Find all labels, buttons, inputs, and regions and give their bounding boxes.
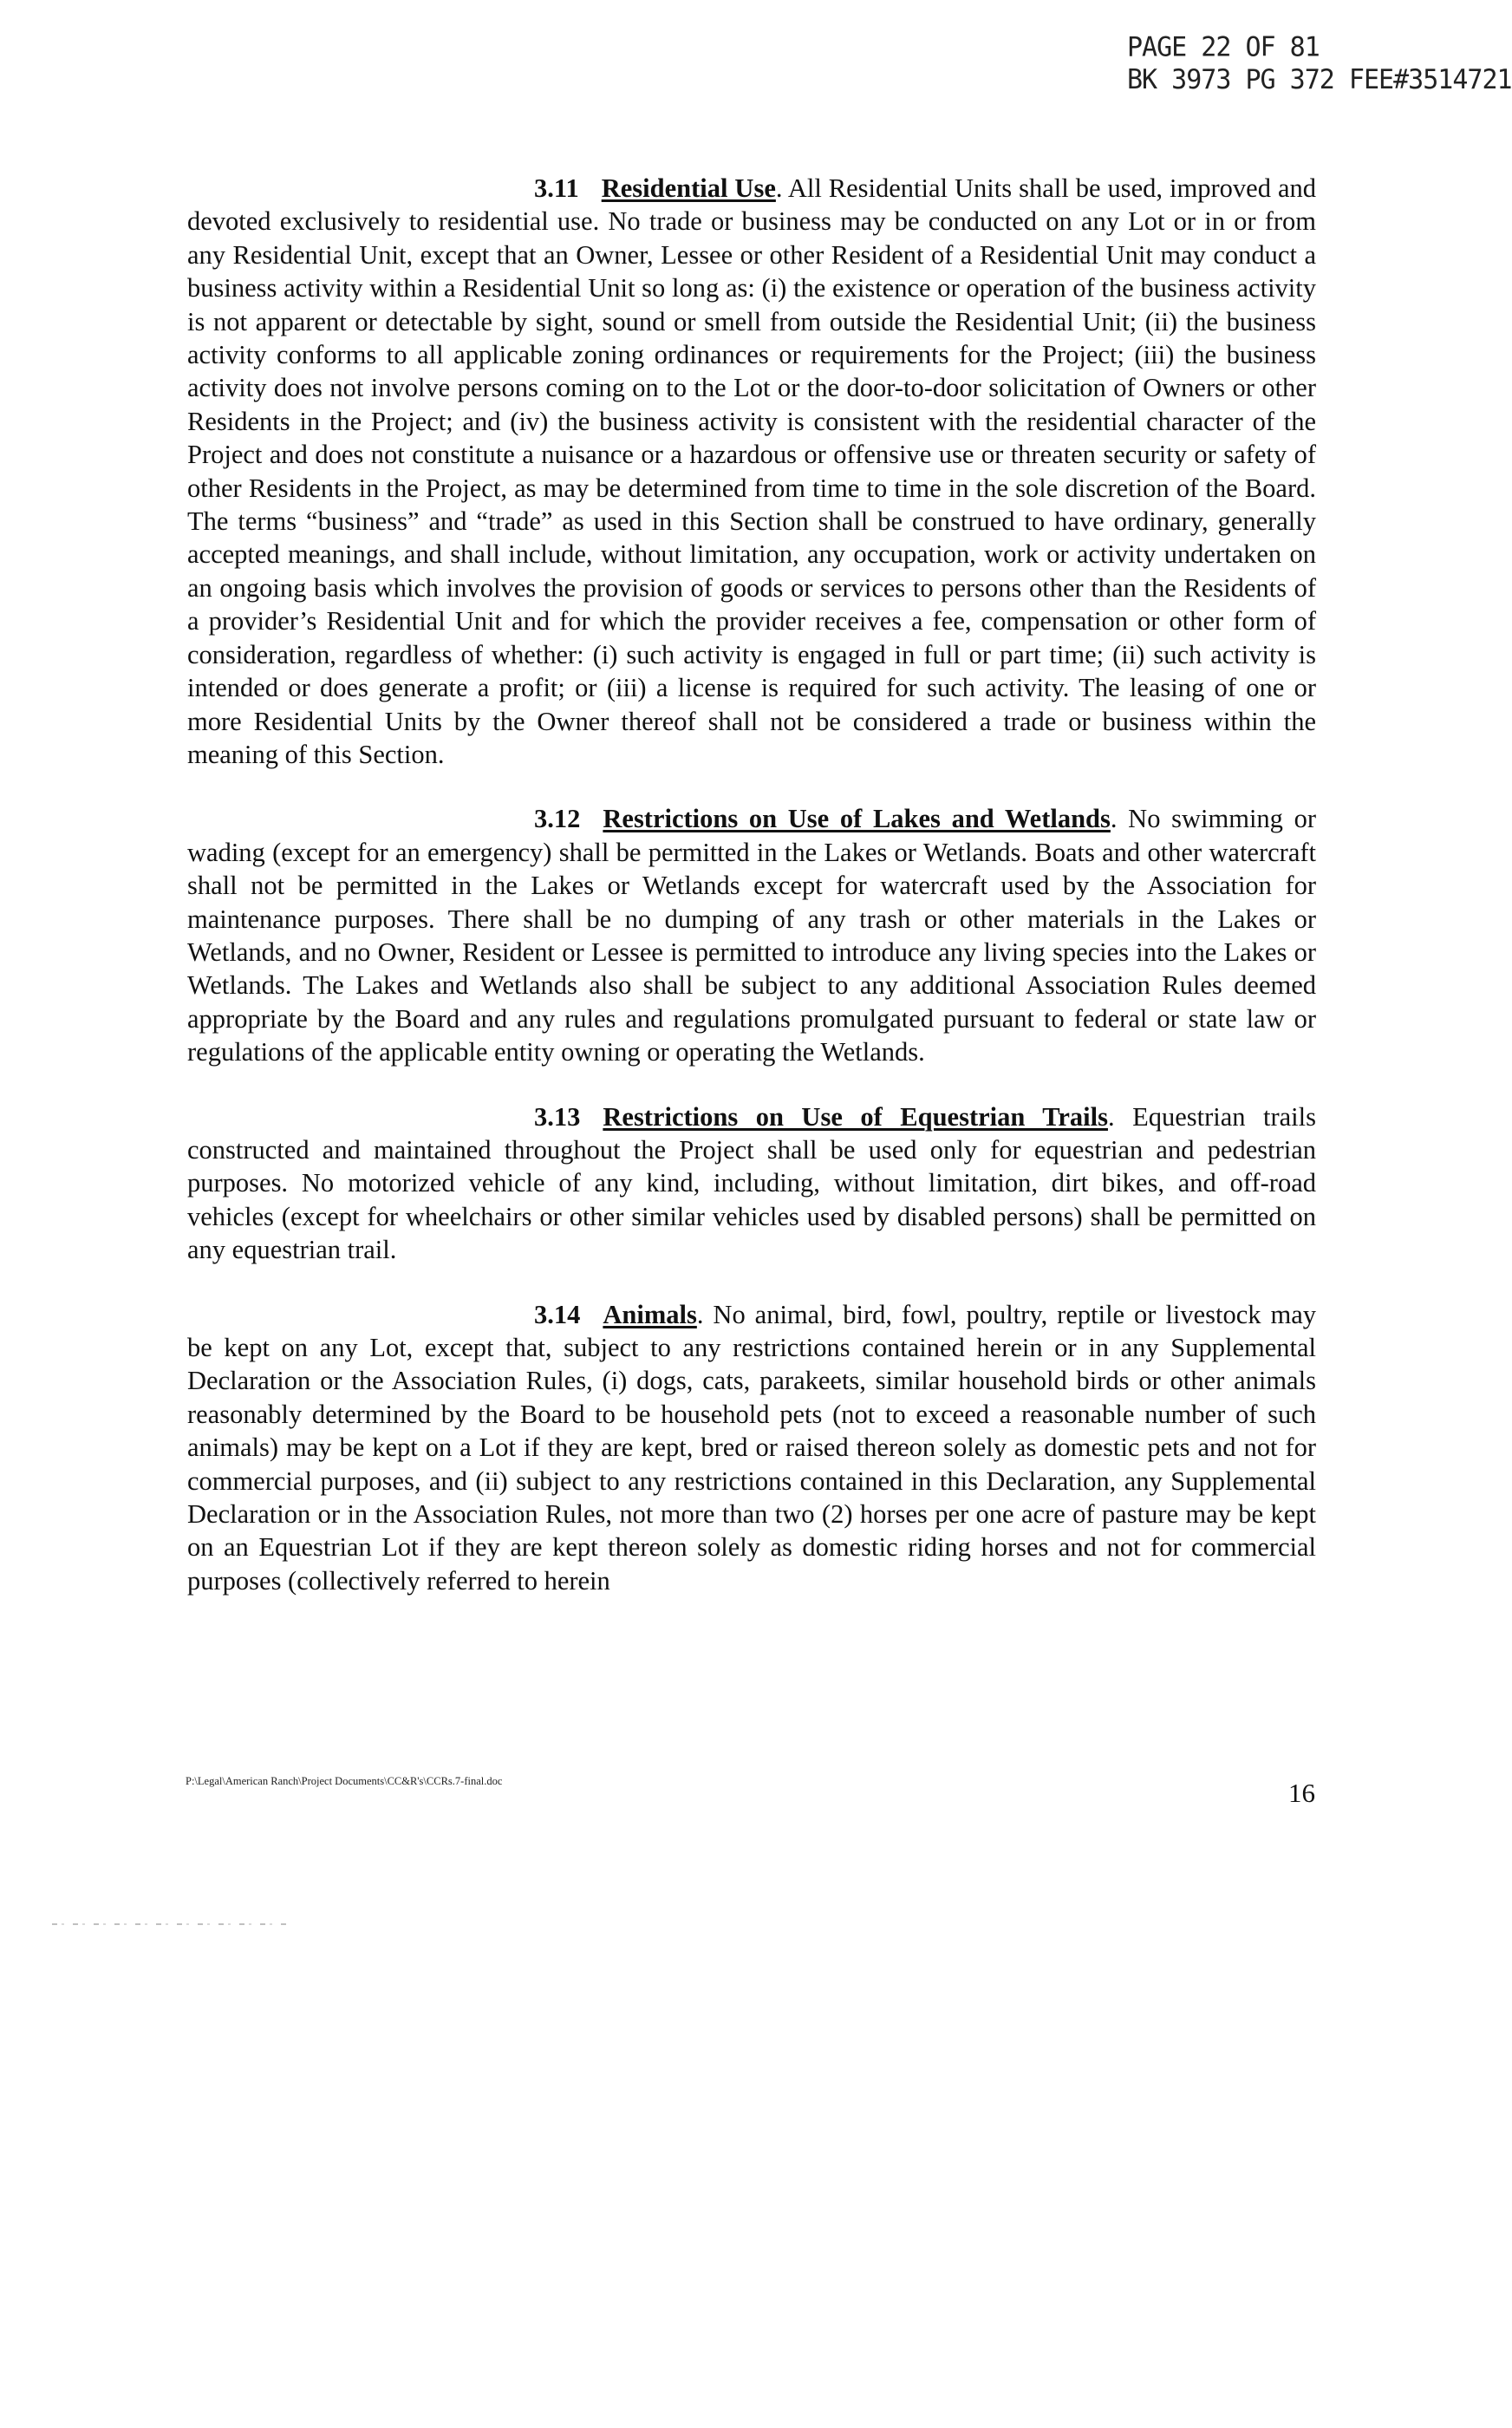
section-text: . Equestrian trails constructed and maintained throughout the Project shall be used only for equestrian and pedestrian purposes. No motorized vehicle of any kind, including, without limitation, dirt bikes, and off-road vehicles (except for wheelchairs or other similar vehicles used by disabled persons) shall be permitted on any equestrian trail. (187, 1101, 1317, 1265)
section-title: Residential Use (601, 173, 776, 203)
section-number: 3.12 (534, 804, 581, 834)
section-paragraph (187, 1100, 1316, 1267)
section-text: . No animal, bird, fowl, poultry, reptile or livestock may be kept on any Lot, except that, subject to any restrictions contained herein or in any Supplemental Declaration or the Association Rules, (i) dogs, cats, parakeets, similar household birds or other animals reasonably determined by the Board to be household pets (not to exceed a reasonable number of such animals) may be kept on a Lot if they are kept, bred or raised thereon solely as domestic pets and not for commercial purposes, and (ii) subject to any restrictions contained in this Declaration, any Supplemental Declaration or in the Association Rules, not more than two (2) horses per one acre of pasture may be kept on an Equestrian Lot if they are kept thereon solely as domestic riding horses and not for commercial purposes (collectively referred to herein (187, 1299, 1316, 1596)
stamp-page-line: PAGE 22 OF 81 (1127, 31, 1320, 63)
section-3-13 (187, 1100, 1316, 1267)
section-number: 3.13 (534, 1101, 581, 1132)
stamp-book-line: BK 3973 PG 372 FEE#3514721 (1127, 63, 1512, 96)
section-text: . No swimming or wading (except for an emergency) shall be permitted in the Lakes or Wetlands. Boats and other watercraft shall not be permitted in the Lakes or Wetlands except for watercraft used by the Association for maintenance purposes. There shall be no dumping of any trash or other materials in the Lakes or Wetlands, and no Owner, Resident or Lessee is permitted to introduce any living species into the Lakes or Wetlands. The Lakes and Wetlands also shall be subject to any additional Association Rules deemed appropriate by the Board and any rules and regulations promulgated pursuant to federal or state law or regulations of the applicable entity owning or operating the Wetlands. (187, 804, 1316, 1067)
section-paragraph (187, 1298, 1316, 1598)
page-number: 16 (1288, 1778, 1315, 1808)
section-paragraph (187, 172, 1316, 771)
section-text: . All Residential Units shall be used, improved and devoted exclusively to residential use. No trade or business may be conducted on any Lot or in or from any Residential Unit, except that an Owner, Lessee or other Resident of a Residential Unit may conduct a business activity within a Residential Unit so long as: (i) the existence or operation of the business activity is not apparent or detectable by sight, sound or smell from outside the Residential Unit; (ii) the business activity conforms to all applicable zoning ordinances or requirements for the Project; (iii) the business activity does not involve persons coming on to the Lot or the door-to-door solicitation of Owners or other Residents in the Project; and (iv) the business activity is consistent with the residential character of the Project and does not constitute a nuisance or a hazardous or offensive use or threaten security or safety of other Residents in the Project, as may be determined from time to time in the sole discretion of the Board. The terms “business” and “trade” as used in this Section shall be construed to have ordinary, generally accepted meanings, and shall include, without limitation, any occupation, work or activity undertaken on an ongoing basis which involves the provision of goods or services to persons other than the Residents of a provider’s Residential Unit and for which the provider receives a fee, compensation or other form of consideration, regardless of whether: (i) such activity is engaged in full or part time; (ii) such activity is intended or does generate a profit; or (iii) a license is required for such activity. The leasing of one or more Residential Units by the Owner thereof shall not be considered a trade or business within the meaning of this Section. (187, 173, 1316, 769)
section-paragraph (187, 802, 1316, 1068)
section-3-11 (187, 172, 1316, 771)
scan-artifact-line (52, 1923, 286, 1925)
section-title: Animals (603, 1299, 697, 1329)
section-number: 3.14 (534, 1299, 581, 1329)
section-title: Restrictions on Use of Equestrian Trails (603, 1101, 1108, 1132)
section-3-14 (187, 1298, 1316, 1598)
section-number: 3.11 (534, 173, 579, 203)
footer-file-path: P:\Legal\American Ranch\Project Documents\CC&R's\CCRs.7-final.doc (186, 1775, 503, 1787)
section-title: Restrictions on Use of Lakes and Wetlands (603, 804, 1111, 834)
recording-stamp (1127, 31, 1512, 97)
section-3-12 (187, 802, 1316, 1068)
document-body (187, 172, 1316, 1628)
